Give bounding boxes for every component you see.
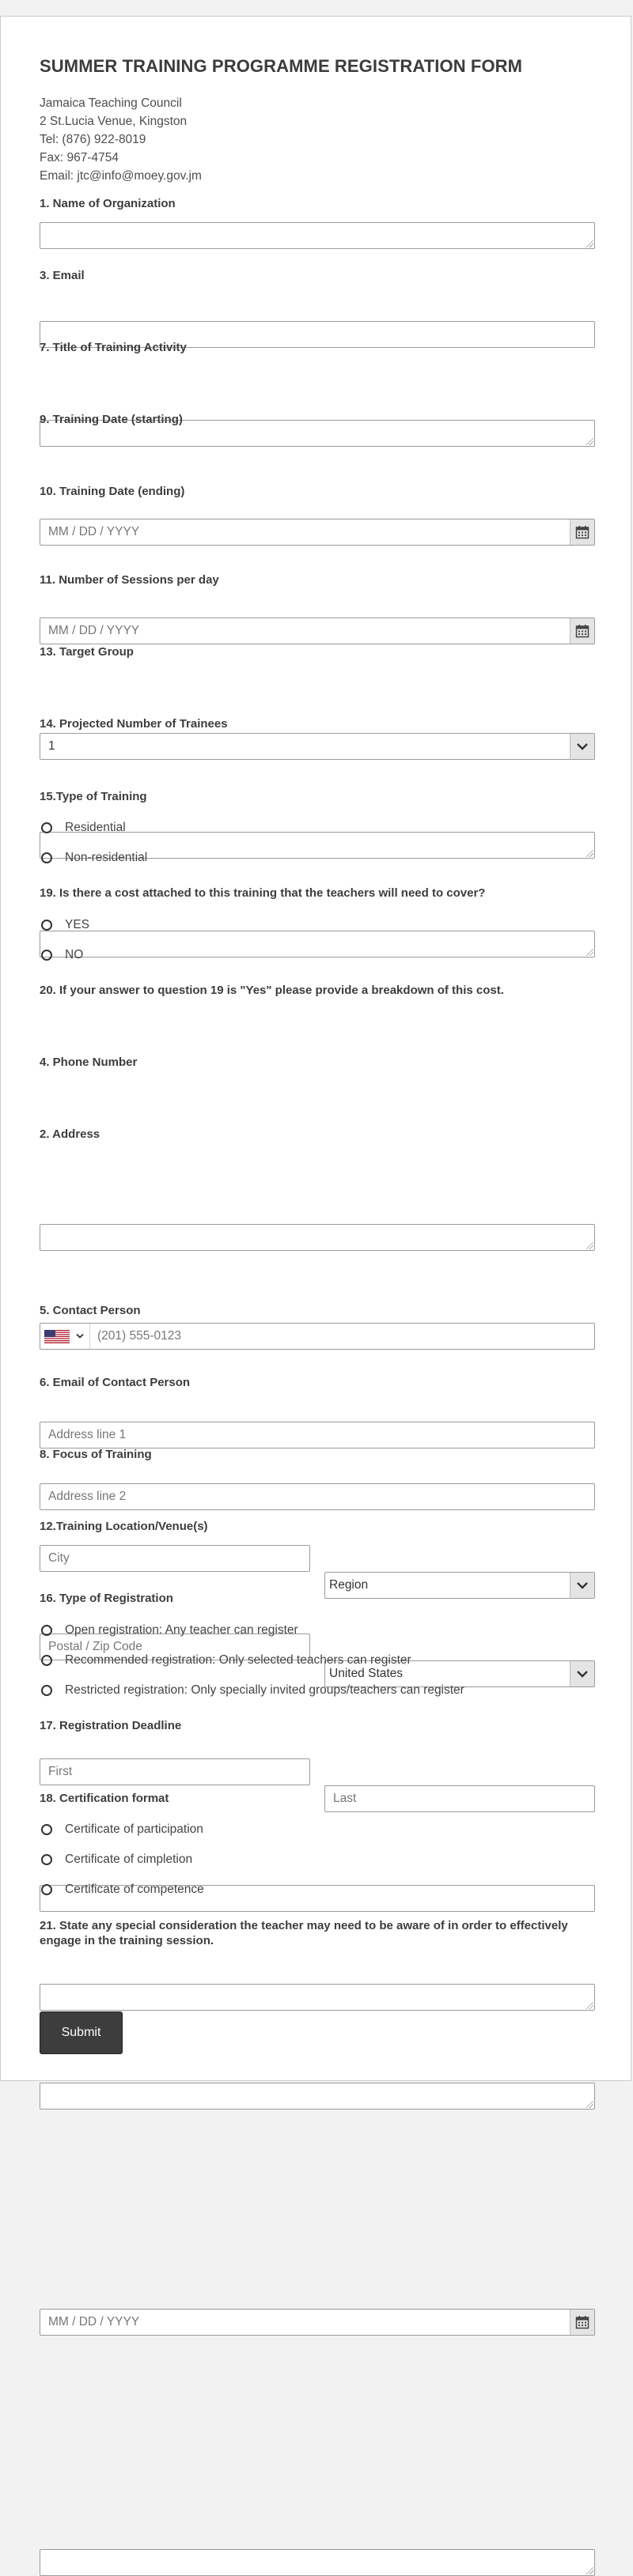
special-input[interactable] xyxy=(40,2549,595,2576)
radio-non-residential[interactable] xyxy=(40,851,147,865)
dropdown-button[interactable] xyxy=(570,1661,594,1686)
dropdown-button[interactable] xyxy=(570,1573,594,1598)
radio-button[interactable] xyxy=(41,920,52,931)
chevron-down-icon xyxy=(576,1581,589,1589)
radio-button[interactable] xyxy=(41,1655,52,1666)
resize-handle-icon[interactable] xyxy=(586,240,593,247)
radio-restricted-registration[interactable] xyxy=(40,1683,464,1698)
country-value: United States xyxy=(329,1667,404,1680)
radio-recommended-registration[interactable] xyxy=(40,1653,411,1668)
country-code-selector[interactable] xyxy=(40,1324,90,1349)
organization-info xyxy=(40,94,202,185)
date-start-input[interactable] xyxy=(40,519,595,546)
form-title: SUMMER TRAINING PROGRAMME REGISTRATION FORM xyxy=(40,56,523,76)
last-name-input[interactable] xyxy=(324,1785,595,1812)
org-line: Fax: 967-4754 xyxy=(40,151,119,164)
org-name-label: 1. Name of Organization xyxy=(40,197,176,210)
org-line: 2 St.Lucia Venue, Kingston xyxy=(40,115,188,128)
radio-cost-yes[interactable] xyxy=(40,918,89,932)
address-label: 2. Address xyxy=(40,1127,100,1141)
resize-handle-icon[interactable] xyxy=(586,850,593,857)
radio-cert-completion[interactable] xyxy=(40,1853,192,1867)
calendar-button[interactable] xyxy=(570,2310,594,2335)
calendar-icon xyxy=(575,525,589,539)
first-name-input[interactable] xyxy=(40,1758,310,1785)
sessions-value: 1 xyxy=(48,739,55,753)
radio-button[interactable] xyxy=(41,1824,52,1835)
resize-handle-icon[interactable] xyxy=(586,949,593,956)
city-placeholder: City xyxy=(48,1551,70,1565)
radio-residential[interactable] xyxy=(40,821,126,835)
radio-button[interactable] xyxy=(41,1884,52,1895)
type-training-label: 15.Type of Training xyxy=(40,790,147,803)
radio-open-registration[interactable] xyxy=(40,1623,298,1637)
radio-cost-no[interactable] xyxy=(40,948,83,962)
first-placeholder: First xyxy=(48,1765,73,1778)
calendar-button[interactable] xyxy=(570,618,594,644)
phone-placeholder: (201) 555-0123 xyxy=(97,1329,181,1343)
radio-label: Open registration: Any teacher can register xyxy=(65,1623,298,1637)
date-placeholder: MM / DD / YYYY xyxy=(48,2315,140,2329)
us-flag-icon xyxy=(44,1330,70,1343)
location-label: 12.Training Location/Venue(s) xyxy=(40,1520,208,1533)
cost-label: 19. Is there a cost attached to this training that the teachers will need to cover? xyxy=(40,886,486,900)
submit-button[interactable]: Submit xyxy=(40,2011,123,2054)
radio-label: Restricted registration: Only specially invited groups/teachers can register xyxy=(65,1683,464,1697)
breakdown-label: 20. If your answer to question 19 is "Yes" please provide a breakdown of this cost. xyxy=(40,984,504,997)
last-placeholder: Last xyxy=(333,1792,357,1805)
chevron-down-icon xyxy=(76,1333,84,1339)
form-body xyxy=(40,17,595,2329)
resize-handle-icon[interactable] xyxy=(586,1242,593,1249)
radio-button[interactable] xyxy=(41,822,52,833)
radio-label: Certificate of cimpletion xyxy=(65,1853,193,1866)
phone-input[interactable] xyxy=(40,1323,595,1350)
calendar-icon xyxy=(575,624,589,638)
date-end-label: 10. Training Date (ending) xyxy=(40,485,185,498)
org-line: Jamaica Teaching Council xyxy=(40,96,182,110)
trainees-label: 14. Projected Number of Trainees xyxy=(40,717,228,731)
calendar-button[interactable] xyxy=(570,519,594,545)
radio-label: Residential xyxy=(65,821,126,834)
address1-placeholder: Address line 1 xyxy=(48,1428,127,1441)
resize-handle-icon[interactable] xyxy=(586,2101,593,2108)
cert-label: 18. Certification format xyxy=(40,1792,169,1805)
date-placeholder: MM / DD / YYYY xyxy=(48,525,140,538)
sessions-label: 11. Number of Sessions per day xyxy=(40,573,219,587)
phone-label: 4. Phone Number xyxy=(40,1056,138,1069)
region-select[interactable] xyxy=(324,1572,595,1599)
radio-label: Certificate of competence xyxy=(65,1883,204,1896)
radio-cert-participation[interactable] xyxy=(40,1822,203,1837)
resize-handle-icon[interactable] xyxy=(586,438,593,445)
org-line: Email: jtc@info@moey.gov.jm xyxy=(40,169,202,183)
date-end-input[interactable] xyxy=(40,618,595,644)
resize-handle-icon[interactable] xyxy=(586,2567,593,2574)
deadline-input[interactable] xyxy=(40,2309,595,2336)
address2-placeholder: Address line 2 xyxy=(48,1490,127,1503)
postal-placeholder: Postal / Zip Code xyxy=(48,1640,142,1653)
chevron-down-icon xyxy=(576,1670,589,1678)
resize-handle-icon[interactable] xyxy=(586,2002,593,2009)
focus-input[interactable] xyxy=(40,1984,595,2011)
radio-button[interactable] xyxy=(41,1854,52,1865)
address-line2-input[interactable] xyxy=(40,1483,595,1510)
radio-button[interactable] xyxy=(41,950,52,961)
org-name-input[interactable] xyxy=(40,222,595,249)
radio-label: Non-residential xyxy=(65,851,148,864)
target-group-label: 13. Target Group xyxy=(40,645,134,659)
contact-email-label: 6. Email of Contact Person xyxy=(40,1376,191,1389)
breakdown-input[interactable] xyxy=(40,1224,595,1251)
focus-label: 8. Focus of Training xyxy=(40,1448,152,1461)
org-line: Tel: (876) 922-8019 xyxy=(40,133,146,146)
radio-button[interactable] xyxy=(41,1625,52,1636)
radio-label: Recommended registration: Only selected teachers can register xyxy=(65,1653,411,1667)
region-value: Region xyxy=(329,1578,369,1592)
radio-label: YES xyxy=(65,918,90,931)
radio-button[interactable] xyxy=(41,852,52,863)
date-start-label: 9. Training Date (starting) xyxy=(40,413,183,426)
reg-type-label: 16. Type of Registration xyxy=(40,1592,173,1605)
dropdown-button[interactable] xyxy=(570,734,594,759)
address-line1-input[interactable] xyxy=(40,1422,595,1449)
chevron-down-icon xyxy=(576,742,589,750)
form-card xyxy=(0,16,631,2329)
deadline-label: 17. Registration Deadline xyxy=(40,1719,182,1732)
radio-cert-competence[interactable] xyxy=(40,1883,204,1897)
location-input[interactable] xyxy=(40,2083,595,2110)
radio-label: Certificate of participation xyxy=(65,1822,203,1836)
sessions-select[interactable] xyxy=(40,733,595,760)
radio-label: NO xyxy=(65,948,84,961)
radio-button[interactable] xyxy=(41,1685,52,1696)
calendar-icon xyxy=(575,2315,589,2329)
special-label: 21. State any special consideration the teacher may need to be aware of in order to effectively engage in the training session. xyxy=(40,1919,568,1947)
city-input[interactable] xyxy=(40,1545,310,1572)
title-activity-label: 7. Title of Training Activity xyxy=(40,341,187,354)
date-placeholder: MM / DD / YYYY xyxy=(48,624,140,637)
email-label: 3. Email xyxy=(40,269,85,282)
trainees-input[interactable] xyxy=(40,931,595,958)
contact-label: 5. Contact Person xyxy=(40,1304,141,1317)
